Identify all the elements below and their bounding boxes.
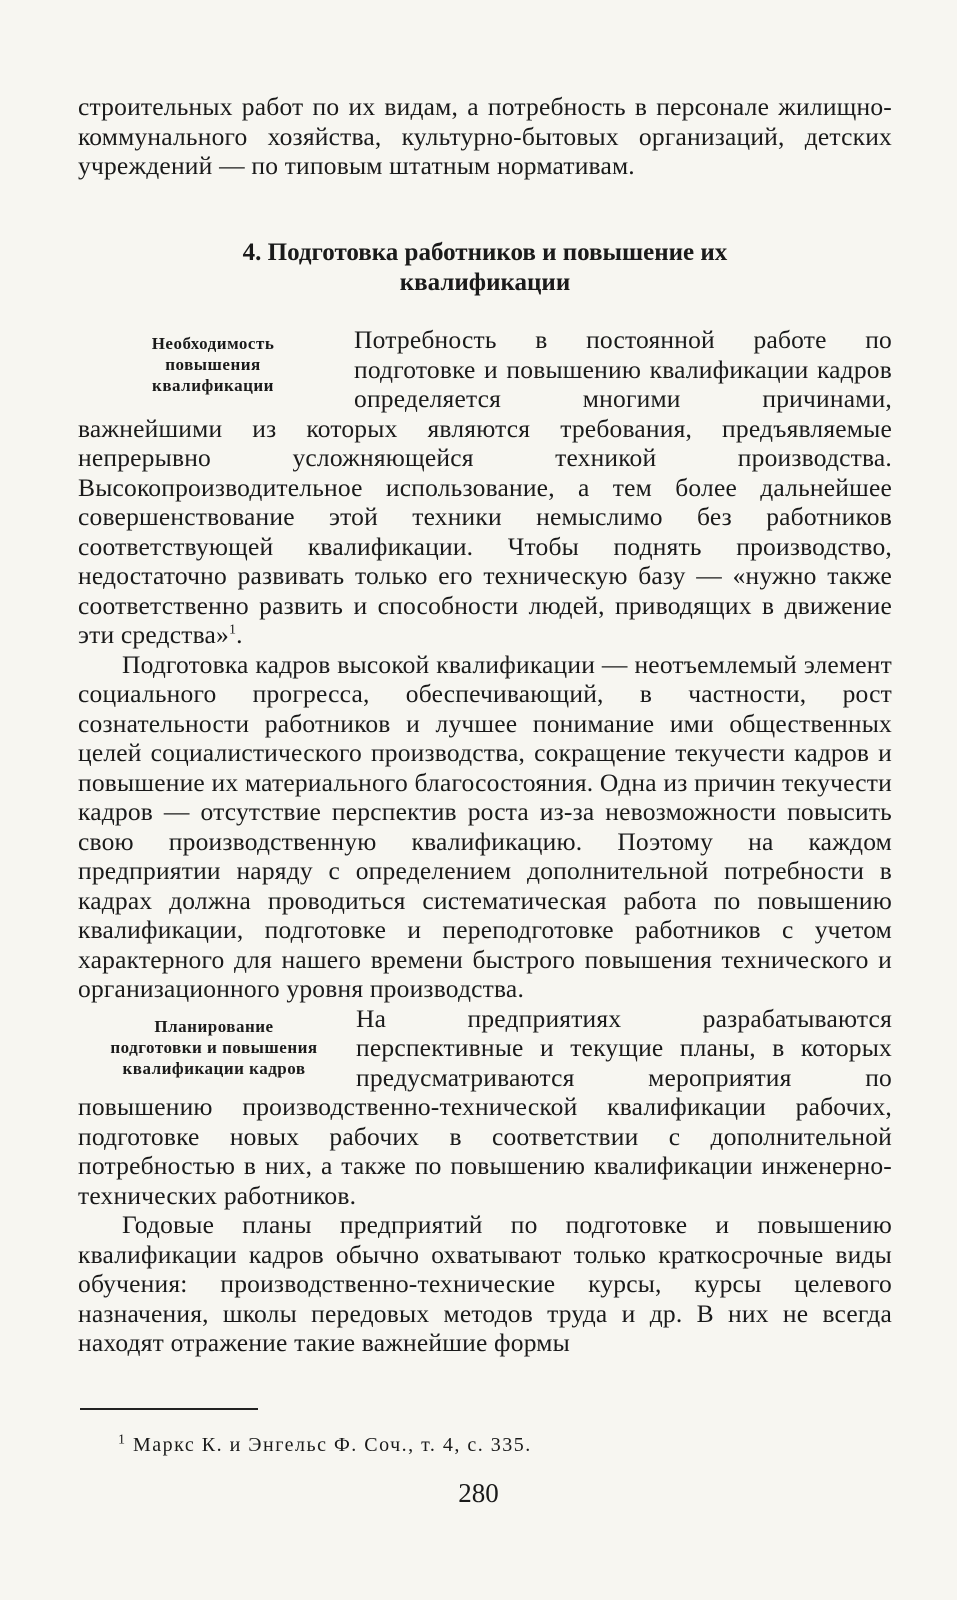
sidenote-line: Планирование — [154, 1016, 274, 1036]
section-heading-line2: квалификации — [399, 269, 571, 296]
footnote-text: Маркс К. и Энгельс Ф. Соч., т. 4, с. 335. — [133, 1434, 532, 1456]
sidenote-necessity — [78, 333, 348, 396]
top-paragraph: строительных работ по их видам, а потребность в персонале жилищно-коммунального хозяйства, культурно-бытовых организаций, детских учреждений — по типовым штатным нормативам. — [78, 92, 892, 180]
sidenote-line: Необходимость — [151, 334, 275, 353]
footnote — [118, 1432, 532, 1458]
footnote-marker: 1 — [118, 1432, 127, 1448]
paragraph-3: На предприятиях разрабатываются перспективные и текущие планы, в которых предусматриваются мероприятия по повышению производственно-технической квалификации рабочих, подготовке новых рабочих в соответствии с дополнительной потребностью в них, а также по повышению квалификации инженерно-технических работников. — [78, 1003, 892, 1210]
sidenote-line: квалификации кадров — [122, 1058, 306, 1078]
paragraph-4: Годовые планы предприятий по подготовке и повышению квалификации кадров обычно охватывают только краткосрочные виды обучения: производственно-технические курсы, курсы целевого назначения, школы передовых методов труда и др. В них не всегда находят отражение такие важнейшие формы — [78, 1210, 892, 1357]
sidenote-planning — [78, 1016, 350, 1079]
main-text — [78, 325, 892, 1358]
paragraph-1-text: Потребность в постоянной работе по подготовке и повышению квалификации кадров определяется многими причинами, важнейшими из которых являются требования, предъявляемые непрерывно усложняющейся техникой производства. Высокопроизводительное использование, а тем более дальнейшее совершенствование этой техники немыслимо без работников соответствующей квалификации. Чтобы поднять производство, недостаточно развивать только его техническую базу — «нужно также соответственно развить и способности людей, приводящих в движение эти средства» — [78, 325, 892, 649]
section-heading-line1: 4. Подготовка работников и повышение их — [242, 239, 728, 266]
paragraph-1: Потребность в постоянной работе по подготовке и повышению квалификации кадров определяется многими причинами, важнейшими из которых являются требования, предъявляемые непрерывно усложняющейся техникой производства. Высокопроизводительное использование, а тем более дальнейшее совершенствование этой техники немыслимо без работников соответствующей квалификации. Чтобы поднять производство, недостаточно развивать только его техническую базу — «нужно также соответственно развить и способности людей, приводящих в движение эти средства»$^1$. — [78, 325, 892, 649]
page-number: 280 — [458, 1478, 499, 1508]
sidenote-line: квалификации — [152, 376, 274, 395]
footnote-reference: 1 — [228, 622, 237, 638]
top-paragraph-block — [78, 92, 892, 181]
sidenote-line: подготовки и повышения — [110, 1037, 318, 1057]
section-heading — [78, 238, 892, 298]
sidenote-line: повышения — [165, 355, 261, 374]
footnote-divider — [80, 1408, 258, 1410]
paragraph-2: Подготовка кадров высокой квалификации — неотъемлемый элемент социального прогресса, обеспечивающий, в частности, рост сознательности работников и лучшее понимание ими общественных целей социалистического производства, сокращение текучести кадров и повышение их материального благосостояния. Одна из причин текучести кадров — отсутствие перспектив роста из-за невозможности повысить свою производственную квалификацию. Поэтому на каждом предприятии наряду с определением дополнительной потребности в кадрах должна проводиться систематическая работа по повышению квалификации, подготовке и переподготовке работников с учетом характерного для нашего времени быстрого повышения технического и организационного уровня производства. — [78, 649, 892, 1003]
